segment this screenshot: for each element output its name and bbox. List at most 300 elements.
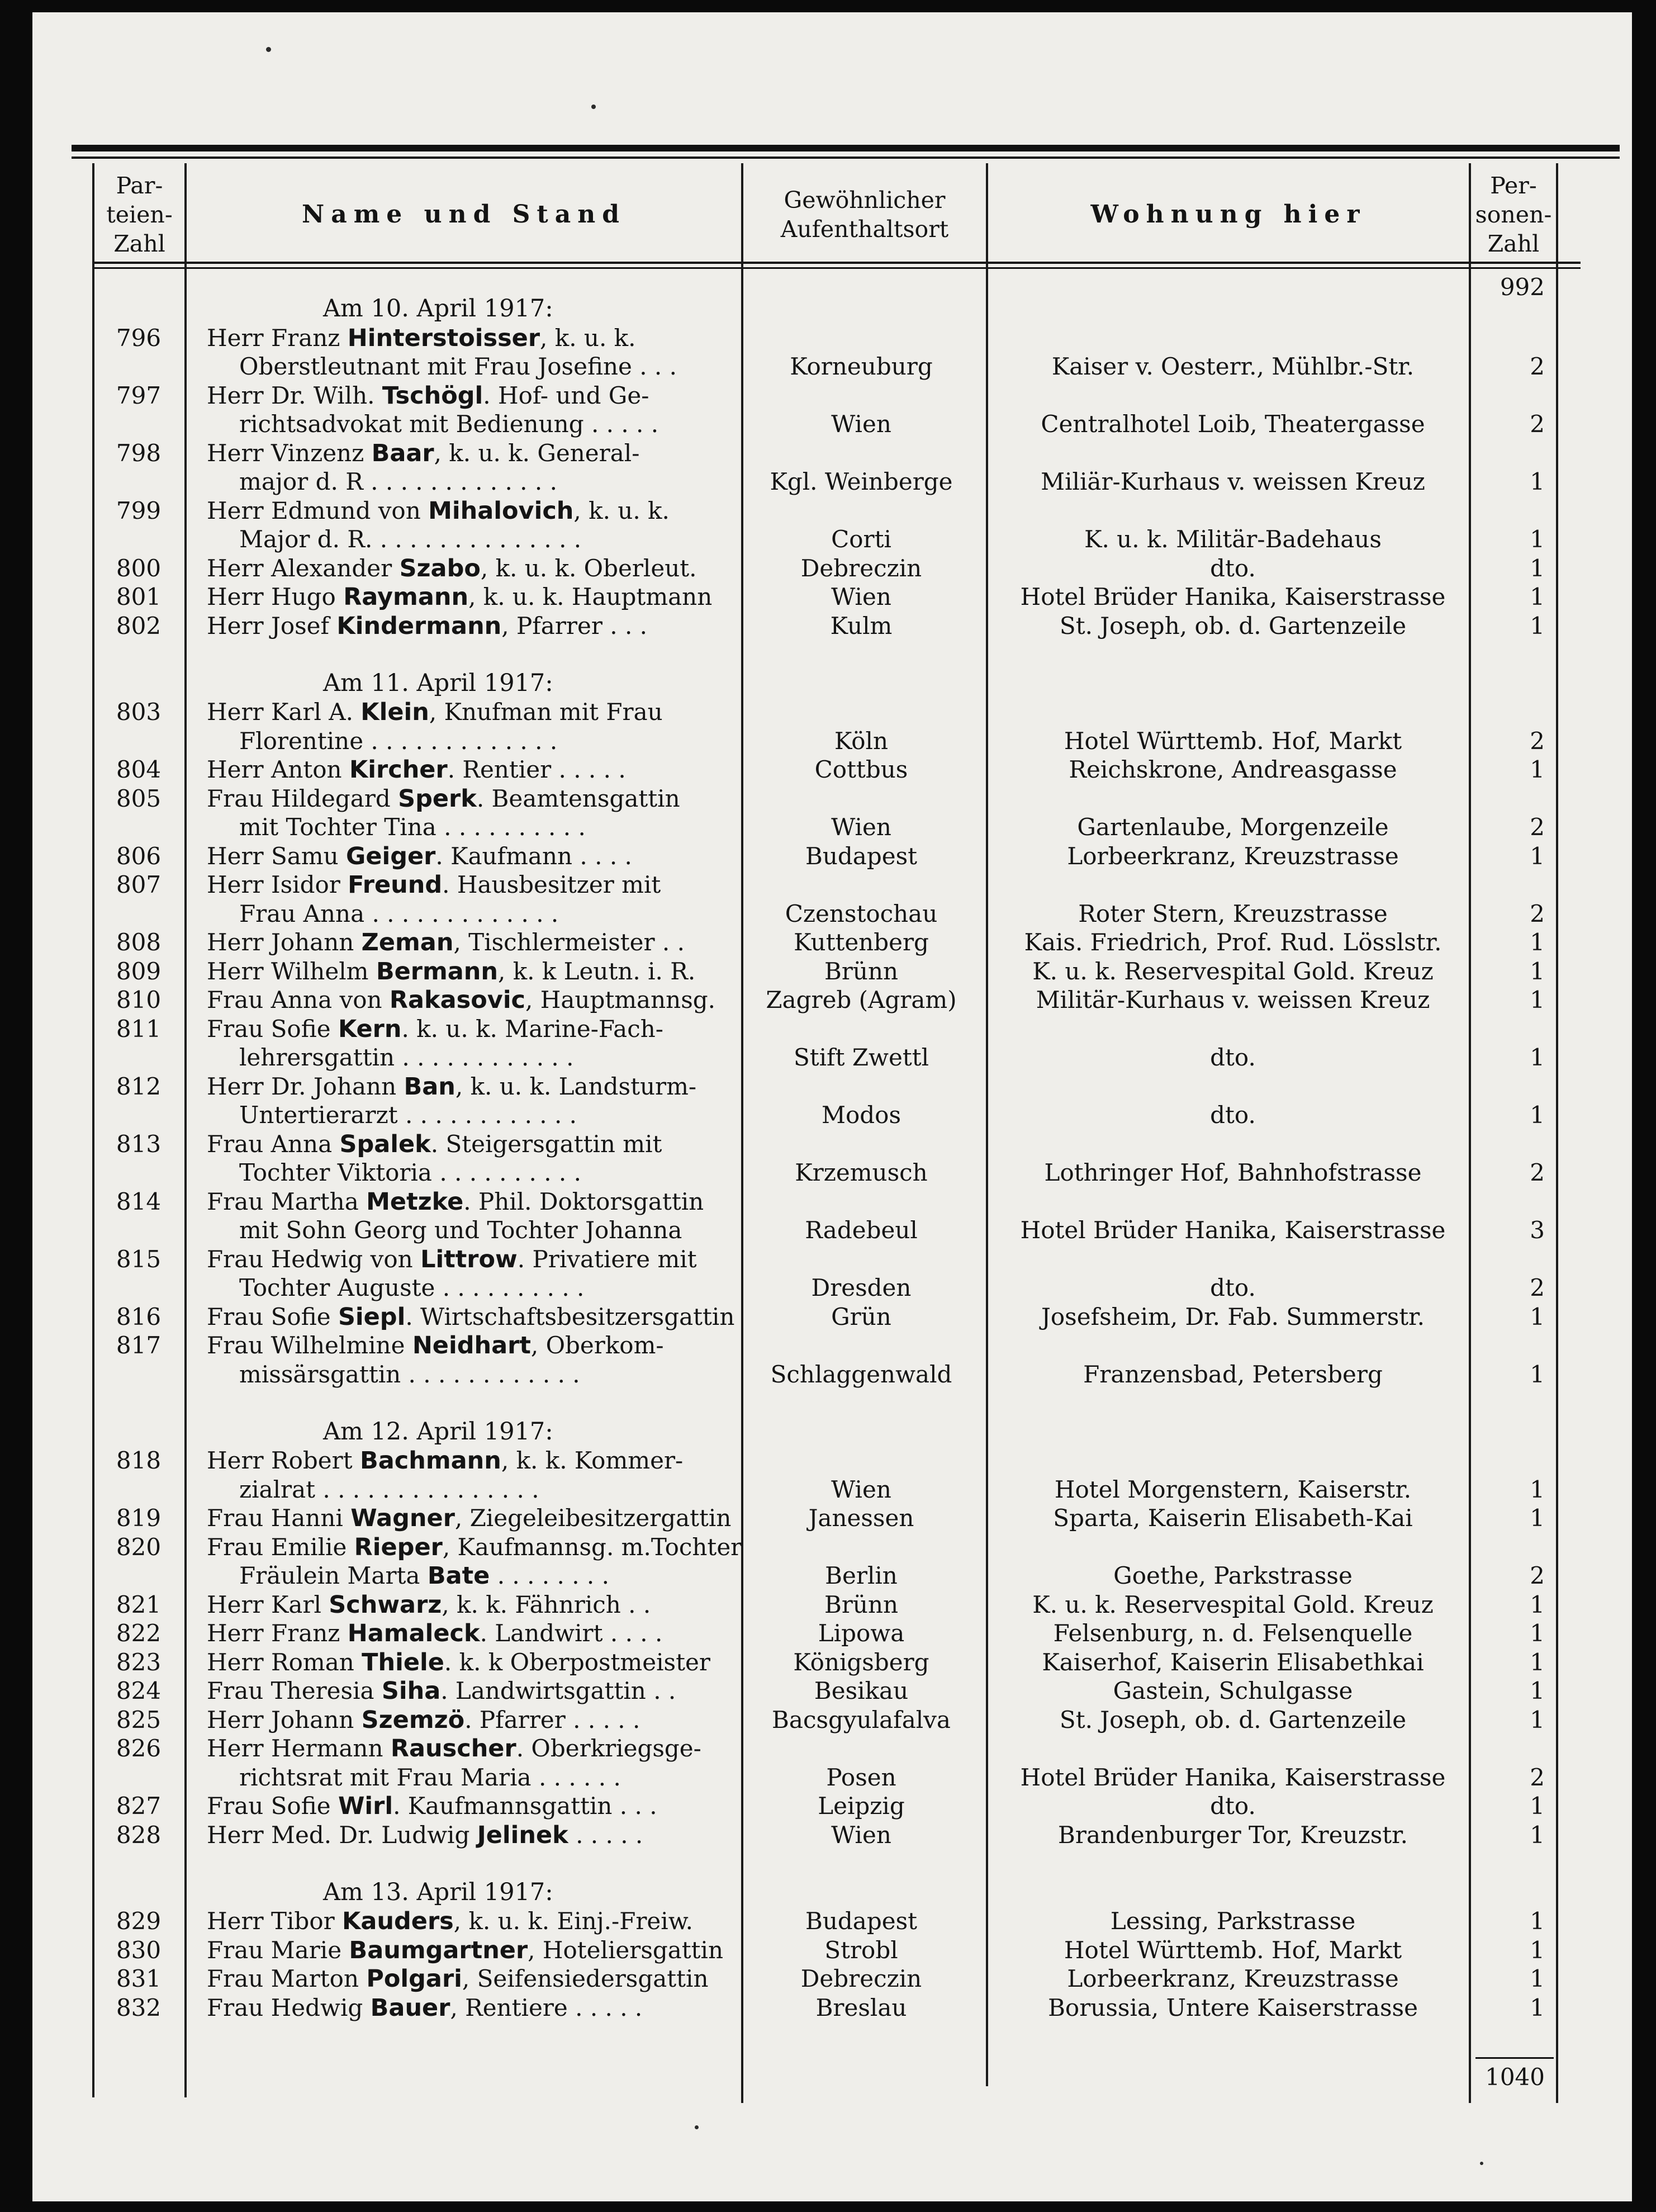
table-row [32,698,1632,726]
entry-name-line [207,324,760,352]
entry-name-line [207,1245,760,1273]
entry-number: 810 [116,986,162,1013]
person-count: 1 [1530,1619,1545,1647]
local-address: Hotel Brüder Hanika, Kaiserstrasse [1020,1763,1446,1791]
table-row [32,755,1632,784]
table-row [32,1792,1632,1820]
guest-surname: Siha [381,1677,441,1705]
name-text: , Hoteliersgattin [528,1936,724,1964]
guest-surname: Polgari [366,1965,462,1993]
table-row [32,1446,1632,1475]
local-address: Miliär-Kurhaus v. weissen Kreuz [1041,468,1425,495]
usual-residence: Czenstochau [785,899,938,927]
name-text: . Landwirt . . . . [480,1619,663,1647]
usual-residence: Strobl [824,1936,898,1964]
entry-name-line [207,1072,760,1101]
person-count: 1 [1530,525,1545,553]
usual-residence: Berlin [825,1562,898,1589]
usual-residence: Wien [831,1821,891,1849]
table-row [32,1590,1632,1619]
table-row [32,1561,1632,1590]
entry-number: 815 [116,1245,162,1273]
usual-residence: Köln [834,727,889,755]
entry-name-line [207,1734,760,1763]
table-row [32,1331,1632,1360]
usual-residence: Radebeul [805,1216,918,1244]
table-row [32,1273,1632,1302]
table-row [32,1936,1632,1964]
table-row [32,1158,1632,1187]
entry-name-line [207,1533,760,1561]
table-row [32,1504,1632,1532]
usual-residence: Wien [831,1475,891,1503]
name-text: Frau Anna von [207,986,390,1013]
guest-surname: Rauscher [390,1735,516,1763]
entry-name-line [207,957,760,986]
name-text: Frau Marie [207,1936,349,1964]
name-text: Herr Dr. Wilh. [207,381,382,409]
entry-name-line [207,1302,760,1331]
name-text: Frau Hanni [207,1504,351,1532]
table-row [32,612,1632,640]
entry-name-line [207,554,760,582]
table-row [32,554,1632,582]
name-text: Frau Wilhelmine [207,1332,412,1359]
entry-number: 804 [116,756,162,783]
name-text: , Tischlermeister . . [453,929,685,956]
person-count: 3 [1530,1216,1545,1244]
entry-name-line [207,842,760,870]
entry-number: 823 [116,1648,162,1676]
name-text: . Steigersgattin mit [430,1130,662,1158]
name-text: . . . . . . . . [490,1562,609,1589]
entry-name-line [239,1043,793,1072]
guest-surname: Neidhart [412,1332,531,1360]
guest-surname: Bermann [376,957,499,986]
entry-name-line [207,1676,760,1705]
name-text: Tochter Viktoria . . . . . . . . . . [239,1159,581,1186]
person-count: 1 [1530,1821,1545,1849]
guest-surname: Rakasovic [389,986,526,1014]
local-address: Josefsheim, Dr. Fab. Summerstr. [1041,1302,1425,1330]
table-row [32,1245,1632,1273]
entry-name-line [207,582,760,611]
name-text: , k. k Leutn. i. R. [498,957,696,985]
local-address: dto. [1210,554,1256,582]
person-count: 1 [1530,1792,1545,1820]
entry-name-line [239,525,793,553]
guest-surname: Bate [427,1562,490,1590]
table-row [32,1216,1632,1244]
local-address: Franzensbad, Petersberg [1083,1360,1383,1388]
table-row [32,842,1632,870]
table-row [32,957,1632,986]
person-count: 1 [1530,1504,1545,1532]
name-text: . . . . . [568,1821,643,1849]
entry-number: 824 [116,1677,162,1704]
name-text: mit Tochter Tina . . . . . . . . . . [239,813,586,841]
name-text: mit Sohn Georg und Tochter Johanna [239,1216,682,1244]
name-text: Herr Dr. Johann [207,1072,404,1100]
entry-name-line [207,870,760,899]
name-text: . Rentier . . . . . [447,756,626,783]
name-text: Frau Hedwig [207,1993,371,2021]
name-text: Herr Alexander [207,554,400,582]
local-address: Kais. Friedrich, Prof. Rud. Lösslstr. [1024,929,1442,956]
guest-surname: Zeman [361,929,454,956]
guest-surname: Ban [404,1072,455,1101]
person-count: 1 [1530,1101,1545,1129]
entry-name-line [207,1706,760,1734]
usual-residence: Brünn [824,957,899,985]
table-row [32,496,1632,525]
person-count: 1 [1530,1590,1545,1618]
person-count: 1 [1530,612,1545,640]
person-count: 2 [1530,410,1545,438]
entry-number: 797 [116,381,162,409]
usual-residence: Wien [831,813,891,841]
usual-residence: Schlaggenwald [770,1360,952,1388]
person-count: 2 [1530,813,1545,841]
name-text: Frau Hedwig von [207,1245,421,1273]
name-text: Fräulein Marta [239,1562,428,1589]
name-text: , Hauptmannsg. [525,986,715,1013]
name-text: Frau Hildegard [207,784,398,812]
table-row [32,381,1632,410]
name-text: , k. k. Fähnrich . . [442,1590,651,1618]
sum-rule [1475,2057,1554,2059]
entry-name-line [207,1964,760,1993]
guest-surname: Wirl [338,1792,393,1820]
local-address: Roter Stern, Kreuzstrasse [1078,899,1388,927]
name-text: , Rentiere . . . . . [450,1993,643,2021]
scan-speck [591,105,596,109]
name-text: Frau Anna [207,1130,340,1158]
guest-surname: Szabo [399,554,481,582]
name-text: Frau Martha [207,1187,367,1215]
guest-surname: Bachmann [359,1447,501,1475]
usual-residence: Leipzig [818,1792,905,1820]
name-text: . Wirtschaftsbesitzersgattin [405,1302,735,1330]
name-text: , k. u. k. [573,496,670,524]
entry-number: 813 [116,1130,162,1158]
local-address: dto. [1210,1101,1256,1129]
top-rule-thin [72,157,1620,159]
usual-residence: Zagreb (Agram) [766,986,957,1013]
usual-residence: Krzemusch [795,1159,928,1186]
table-row [32,1676,1632,1705]
name-text: . k. u. k. Marine-Fach- [401,1015,663,1043]
entry-name-line [207,612,760,640]
usual-residence: Budapest [805,1907,917,1935]
entry-number: 829 [116,1907,162,1935]
table-row [32,1130,1632,1158]
local-address: Lothringer Hof, Bahnhofstrasse [1044,1159,1422,1186]
local-address: Hotel Morgenstern, Kaiserstr. [1054,1475,1412,1503]
person-count: 1 [1530,583,1545,610]
local-address: Gastein, Schulgasse [1113,1677,1353,1704]
entry-number: 828 [116,1821,162,1849]
guest-surname: Baar [371,439,434,467]
header-persons: Per- sonen- Zahl [1475,172,1552,257]
name-text: Herr Med. Dr. Ludwig [207,1821,477,1849]
usual-residence: Janessen [808,1504,914,1532]
entry-number: 811 [116,1015,162,1043]
name-text: Herr Karl [207,1590,329,1618]
name-text: Herr Karl A. [207,698,361,726]
local-address: Brandenburger Tor, Kreuzstr. [1058,1821,1408,1849]
entry-number: 820 [116,1533,162,1561]
usual-residence: Lipowa [818,1619,905,1647]
entry-number: 814 [116,1187,162,1215]
local-address: St. Joseph, ob. d. Gartenzeile [1059,1706,1407,1733]
name-text: . k. k Oberpostmeister [444,1648,710,1676]
entry-name-line [207,496,760,525]
name-text: Herr Hermann [207,1735,391,1762]
table-row [32,1907,1632,1935]
guest-surname: Schwarz [329,1590,442,1619]
entry-name-line [239,727,793,755]
name-text: Frau Marton [207,1965,367,1992]
local-address: Centralhotel Loib, Theatergasse [1041,410,1425,438]
table-row [32,410,1632,438]
date-heading: Am 10. April 1917: [323,295,553,323]
guest-surname: Thiele [362,1648,444,1676]
name-text: major d. R . . . . . . . . . . . . . [239,468,557,495]
name-text: Untertierarzt . . . . . . . . . . . . [239,1101,577,1129]
local-address: St. Joseph, ob. d. Gartenzeile [1059,612,1407,640]
person-count: 1 [1530,986,1545,1013]
local-address: Gartenlaube, Morgenzeile [1077,813,1389,841]
entry-number: 802 [116,612,162,640]
name-text: zialrat . . . . . . . . . . . . . . . [239,1475,539,1503]
local-address: Goethe, Parkstrasse [1113,1562,1353,1589]
entry-name-line [207,784,760,813]
person-count: 1 [1530,468,1545,495]
header-rule-2 [94,267,1581,269]
table-row [32,727,1632,755]
guest-surname: Kern [338,1015,402,1043]
local-address: Lessing, Parkstrasse [1110,1907,1356,1935]
entry-number: 799 [116,496,162,524]
entry-number: 831 [116,1965,162,1992]
guest-surname: Kindermann [336,612,502,640]
person-count: 2 [1530,1763,1545,1791]
total-count: 1040 [1485,2063,1545,2091]
person-count: 1 [1530,1475,1545,1503]
entry-name-line [207,1648,760,1676]
header-residence: Gewöhnlicher Aufenthaltsort [780,186,949,243]
guest-surname: Geiger [346,842,436,870]
guest-surname: Freund [348,871,443,899]
usual-residence: Kuttenberg [794,929,929,956]
local-address: dto. [1210,1274,1256,1301]
guest-surname: Mihalovich [428,496,574,525]
local-address: Felsenburg, n. d. Felsenquelle [1053,1619,1413,1647]
entry-number: 817 [116,1332,162,1359]
person-count: 1 [1530,554,1545,582]
guest-surname: Kircher [349,756,448,784]
usual-residence: Korneuburg [790,353,933,380]
guest-surname: Bauer [370,1993,450,2022]
entry-name-line [207,1907,760,1935]
name-text: Herr Hugo [207,583,344,610]
table-row [32,1993,1632,2022]
entry-number: 821 [116,1590,162,1618]
usual-residence: Brünn [824,1590,899,1618]
name-text: , Oberkom- [530,1332,664,1359]
person-count: 2 [1530,1562,1545,1589]
entry-name-line [207,1504,760,1532]
entry-number: 801 [116,583,162,610]
scan-speck [266,47,271,52]
table-row [32,467,1632,496]
name-text: . Kaufmann . . . . [435,842,632,870]
entry-number: 830 [116,1936,162,1964]
table-row [32,813,1632,841]
entry-number: 832 [116,1993,162,2021]
usual-residence: Posen [826,1763,896,1791]
entry-name-line [207,1015,760,1043]
table-row [32,525,1632,553]
name-text: Herr Franz [207,1619,348,1647]
name-text: . Beamtensgattin [476,784,680,812]
person-count: 2 [1530,727,1545,755]
entry-number: 819 [116,1504,162,1532]
date-heading: Am 11. April 1917: [323,669,553,697]
entry-name-line [239,813,793,841]
entry-number: 818 [116,1447,162,1474]
guest-surname: Szemzö [361,1706,465,1734]
entry-name-line [207,1446,760,1475]
usual-residence: Stift Zwettl [793,1044,929,1071]
usual-residence: Debreczin [800,554,922,582]
guest-surname: Klein [360,698,429,726]
person-count: 1 [1530,1302,1545,1330]
table-row [32,1187,1632,1216]
table-row [32,899,1632,928]
name-text: Oberstleutnant mit Frau Josefine . . . [239,353,677,380]
name-text: , k. u. k. Hauptmann [468,583,713,610]
table-row [32,352,1632,381]
entry-number: 822 [116,1619,162,1647]
entry-name-line [239,1763,793,1792]
name-text: Herr Vinzenz [207,439,372,467]
person-count: 2 [1530,1274,1545,1301]
usual-residence: Dresden [811,1274,912,1301]
usual-residence: Budapest [805,842,917,870]
table-row [32,1475,1632,1504]
entry-name-line [239,352,793,381]
name-text: Frau Sofie [207,1015,338,1043]
name-text: Frau Sofie [207,1792,338,1820]
table-row [32,986,1632,1014]
name-text: Herr Anton [207,756,349,783]
entry-number: 798 [116,439,162,467]
entry-name-line [207,439,760,467]
name-text: Major d. R. . . . . . . . . . . . . . . [239,525,582,553]
person-count: 1 [1530,1044,1545,1071]
usual-residence: Debreczin [800,1965,922,1992]
usual-residence: Besikau [814,1677,909,1704]
date-heading: Am 13. April 1917: [323,1878,553,1906]
table-row [32,439,1632,467]
entry-name-line [207,1821,760,1849]
person-count: 1 [1530,1936,1545,1964]
name-text: richtsadvokat mit Bedienung . . . . . [239,410,659,438]
name-text: , k. u. k. Einj.-Freiw. [453,1907,694,1935]
local-address: Militär-Kurhaus v. weissen Kreuz [1036,986,1430,1013]
table-row [32,1964,1632,1993]
entry-number: 803 [116,698,162,726]
name-text: , k. u. k. General- [434,439,640,467]
local-address: Reichskrone, Andreasgasse [1069,756,1397,783]
person-count: 1 [1530,1965,1545,1992]
name-text: Herr Franz [207,324,348,352]
person-count: 1 [1530,1360,1545,1388]
person-count: 1 [1530,929,1545,956]
entry-name-line [239,1273,793,1302]
guest-surname: Raymann [343,583,469,611]
guest-surname: Wagner [350,1504,455,1532]
name-text: , k. u. k. [540,324,636,352]
usual-residence: Breslau [815,1993,907,2021]
usual-residence: Kulm [830,612,893,640]
person-count: 1 [1530,1677,1545,1704]
name-text: , k. u. k. Oberleut. [480,554,697,582]
entry-name-line [239,1561,793,1590]
name-text: Frau Sofie [207,1302,338,1330]
usual-residence: Wien [831,583,891,610]
guest-surname: Jelinek [477,1821,568,1849]
local-address: dto. [1210,1792,1256,1820]
local-address: Hotel Württemb. Hof, Markt [1064,727,1402,755]
entry-number: 827 [116,1792,162,1820]
local-address: Hotel Brüder Hanika, Kaiserstrasse [1020,1216,1446,1244]
table-row [32,1734,1632,1763]
entry-number: 800 [116,554,162,582]
entry-name-line [207,1130,760,1158]
name-text: Tochter Auguste . . . . . . . . . . [239,1274,585,1301]
name-text: Frau Anna . . . . . . . . . . . . . [239,899,559,927]
entry-name-line [239,1360,793,1389]
entry-number: 806 [116,842,162,870]
entry-number: 826 [116,1735,162,1762]
table-row [32,1360,1632,1389]
ledger-page [32,12,1632,2201]
guest-surname: Littrow [420,1245,518,1273]
local-address: Hotel Württemb. Hof, Markt [1064,1936,1402,1964]
guest-surname: Hinterstoisser [347,324,540,352]
top-rule-thick [72,145,1620,151]
person-count: 2 [1530,353,1545,380]
guest-surname: Tschögl [382,381,483,410]
carry-over-count: 992 [1500,273,1545,301]
name-text: , Knufman mit Frau [429,698,663,726]
entry-name-line [207,698,760,726]
usual-residence: Corti [831,525,891,553]
entry-name-line [207,1331,760,1360]
usual-residence: Wien [831,410,891,438]
entry-name-line [207,928,760,956]
entry-name-line [239,1216,793,1244]
name-text: . Kaufmannsgattin . . . [393,1792,657,1820]
name-text: . Hausbesitzer mit [442,871,661,898]
name-text: Herr Roman [207,1648,362,1676]
usual-residence: Modos [821,1101,901,1129]
entry-number: 809 [116,957,162,985]
name-text: , k. u. k. Landsturm- [455,1072,697,1100]
